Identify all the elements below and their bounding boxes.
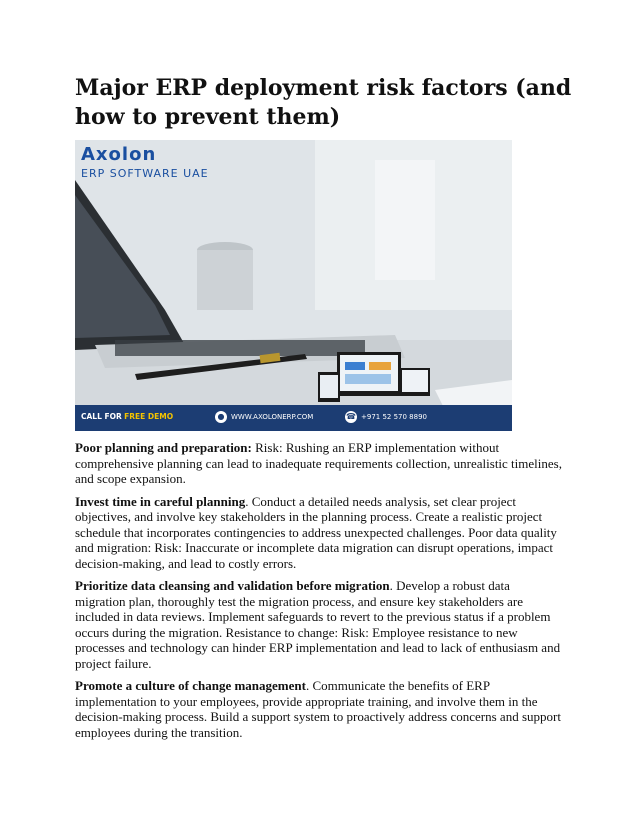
paragraph bbox=[75, 494, 563, 572]
phone-icon: ☎ bbox=[346, 412, 356, 421]
cta-prefix: CALL FOR bbox=[81, 412, 122, 421]
paragraph-text: . Conduct a detailed needs analysis, set clear project objectives, and involve key stakeholders in the planning process. Create a realistic project schedule that incorporates contingencies to address unexpected challenges. Poor data quality and migration: Risk: Inaccurate or incomplete data migration can disrupt operations, impact decision-making, and lead to costly errors. bbox=[75, 493, 557, 571]
paragraph-text: . Communicate the benefits of ERP implementation to your employees, provide appropriate training, and involve them in the decision-making process. Build a support system to proactively address concerns and support employees during the transition. bbox=[75, 678, 561, 740]
hero-image bbox=[75, 140, 512, 431]
contact-banner bbox=[75, 405, 512, 431]
call-for-demo bbox=[81, 412, 173, 421]
globe-icon: ● bbox=[215, 411, 227, 423]
office-photo-illustration bbox=[75, 140, 512, 431]
page-title: Major ERP deployment risk factors (and how to prevent them) bbox=[75, 75, 572, 130]
website-text: WWW.AXOLONERP.COM bbox=[231, 413, 314, 421]
paragraph bbox=[75, 440, 563, 487]
cta-highlight: FREE DEMO bbox=[124, 412, 174, 421]
phone-number bbox=[345, 411, 427, 423]
paragraph bbox=[75, 678, 563, 740]
paragraph-text: . Develop a robust data migration plan, thoroughly test the migration process, and ensure key stakeholders are included in data reviews. Implement safeguards to revert to the previous status if a problem occurs during the migration. Resistance to change: Risk: Employee resistance to new processes and technology can hinder ERP implementation and lead to lack of enthusiasm and project failure. bbox=[75, 578, 561, 671]
paragraph-text: Risk: Rushing an ERP implementation without comprehensive planning can lead to inadequate requirements collection, unrealistic timelines, and scope expansion. bbox=[75, 440, 562, 486]
phone-text: +971 52 570 8890 bbox=[361, 413, 427, 421]
paragraph-lead: Invest time in careful planning bbox=[75, 493, 246, 509]
paragraph-lead: Poor planning and preparation: bbox=[75, 440, 252, 455]
website bbox=[215, 411, 313, 423]
paragraph bbox=[75, 578, 563, 671]
paragraph-lead: Promote a culture of change management bbox=[75, 678, 306, 693]
logo-subtitle: ERP SOFTWARE UAE bbox=[81, 167, 209, 180]
article-body bbox=[75, 440, 563, 747]
axolon-logo: Axolon bbox=[81, 144, 157, 165]
paragraph-lead: Prioritize data cleansing and validation before migration bbox=[75, 578, 390, 593]
